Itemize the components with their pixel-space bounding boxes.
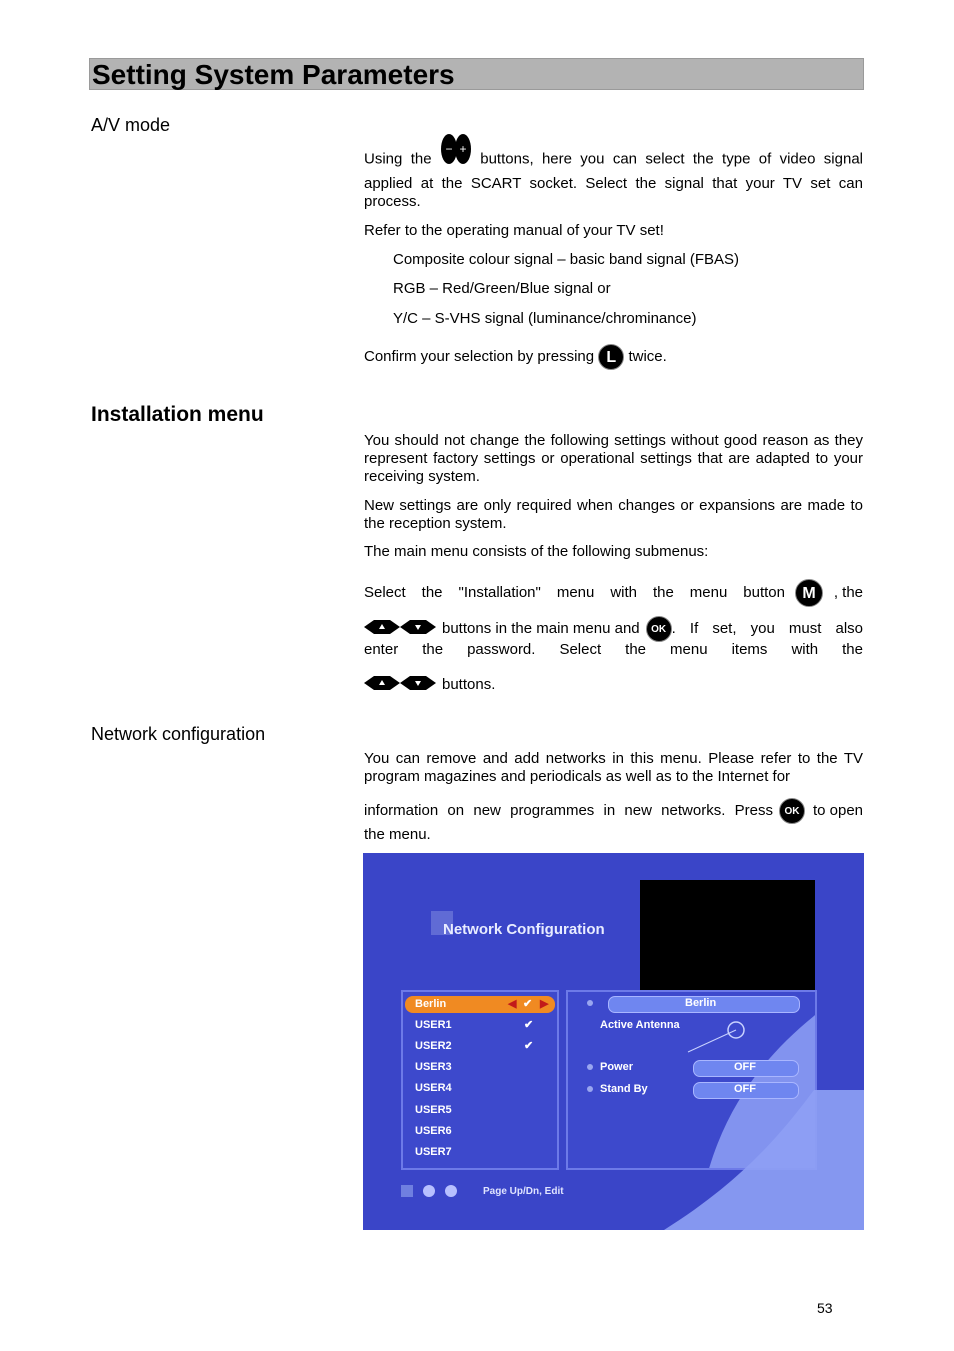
page-title-bar (89, 58, 864, 90)
av-option: Y/C – S-VHS signal (luminance/chrominance) (393, 310, 697, 327)
svg-text:−: − (445, 142, 453, 156)
page-button-icon (445, 1185, 457, 1197)
power-label: Power (600, 1061, 634, 1073)
list-item[interactable]: USER4 (415, 1082, 452, 1094)
list-item[interactable]: USER6 (415, 1125, 452, 1137)
network-heading: Network configuration (91, 724, 266, 744)
ok-button-icon: OK (646, 616, 672, 642)
menu-button-icon: M (795, 579, 823, 607)
power-value: OFF (734, 1061, 756, 1073)
network-name-value: Berlin (685, 997, 717, 1009)
remote-icon (401, 1185, 413, 1197)
radio-dot-icon (587, 1064, 593, 1070)
av-mode-heading: A/V mode (91, 115, 171, 135)
av-option: RGB – Red/Green/Blue signal or (393, 280, 611, 297)
info-icon (423, 1185, 435, 1197)
ok-button-icon: OK (779, 798, 805, 824)
list-item[interactable]: USER2 (415, 1040, 452, 1052)
installation-p1: You should not change the following settings without good reason as they represent factory settings or operational settings that are adapted to your receiving system. (364, 432, 863, 485)
list-item[interactable]: USER3 (415, 1061, 452, 1073)
background-swoosh (664, 1090, 864, 1230)
network-list-panel (401, 990, 559, 1170)
plus-minus-buttons-icon (440, 132, 472, 171)
av-mode-paragraph: Using the − + buttons, here you can select the type of video signal (364, 140, 863, 176)
av-confirm: Confirm your selection by pressing L twice. (364, 342, 863, 372)
right-arrow-icon: ▶ (540, 998, 549, 1010)
av-mode-refer: Refer to the operating manual of your TV set! (364, 222, 664, 239)
svg-text:+: + (459, 142, 467, 156)
screen-footer-hint: Page Up/Dn, Edit (483, 1186, 564, 1197)
installation-select-line2: buttons in the main menu and OK . If set, you must also (364, 614, 863, 644)
standby-value: OFF (734, 1083, 756, 1095)
check-icon: ✔ (524, 1019, 534, 1031)
active-antenna-label: Active Antenna (600, 1019, 680, 1031)
network-p3: the menu. (364, 826, 431, 843)
radio-dot-icon (587, 1000, 593, 1006)
installation-p3: The main menu consists of the following submenus: (364, 543, 709, 560)
av-option: Composite colour signal – basic band signal (FBAS) (393, 251, 740, 268)
installation-select-line4: buttons. (364, 676, 863, 694)
page-title: Setting System Parameters (92, 59, 455, 90)
left-arrow-icon: ◀ (508, 998, 517, 1010)
list-item[interactable]: Berlin (415, 998, 447, 1010)
list-item[interactable]: USER1 (415, 1019, 452, 1031)
standby-label: Stand By (600, 1083, 648, 1095)
network-p1: You can remove and add networks in this menu. Please refer to the TV program magazines and periodicals as well as to the Internet for (364, 750, 863, 785)
check-icon: ✔ (523, 998, 533, 1010)
screen-title: Network Configuration (443, 921, 605, 938)
installation-heading: Installation menu (91, 403, 264, 426)
network-configuration-screen (363, 853, 864, 1230)
installation-p2: New settings are only required when changes or expansions are made to the reception system. (364, 497, 863, 532)
l-button-icon: L (598, 344, 624, 370)
list-item[interactable]: USER7 (415, 1146, 452, 1158)
installation-select-line3: enter the password. Select the menu items with the (364, 641, 863, 658)
radio-dot-icon (587, 1086, 593, 1092)
up-down-buttons-icon (364, 676, 436, 695)
list-item[interactable]: USER5 (415, 1104, 452, 1116)
network-p2: information on new programmes in new networks. Press OK to open (364, 796, 863, 826)
up-down-buttons-icon (364, 620, 436, 639)
installation-select-line1: Select the "Installation" menu with the menu button M , the (364, 577, 863, 609)
page-number: 53 (817, 1300, 833, 1316)
check-icon: ✔ (524, 1040, 534, 1052)
av-mode-paragraph-rest: applied at the SCART socket. Select the signal that your TV set can process. (364, 175, 863, 210)
black-box (640, 880, 815, 996)
